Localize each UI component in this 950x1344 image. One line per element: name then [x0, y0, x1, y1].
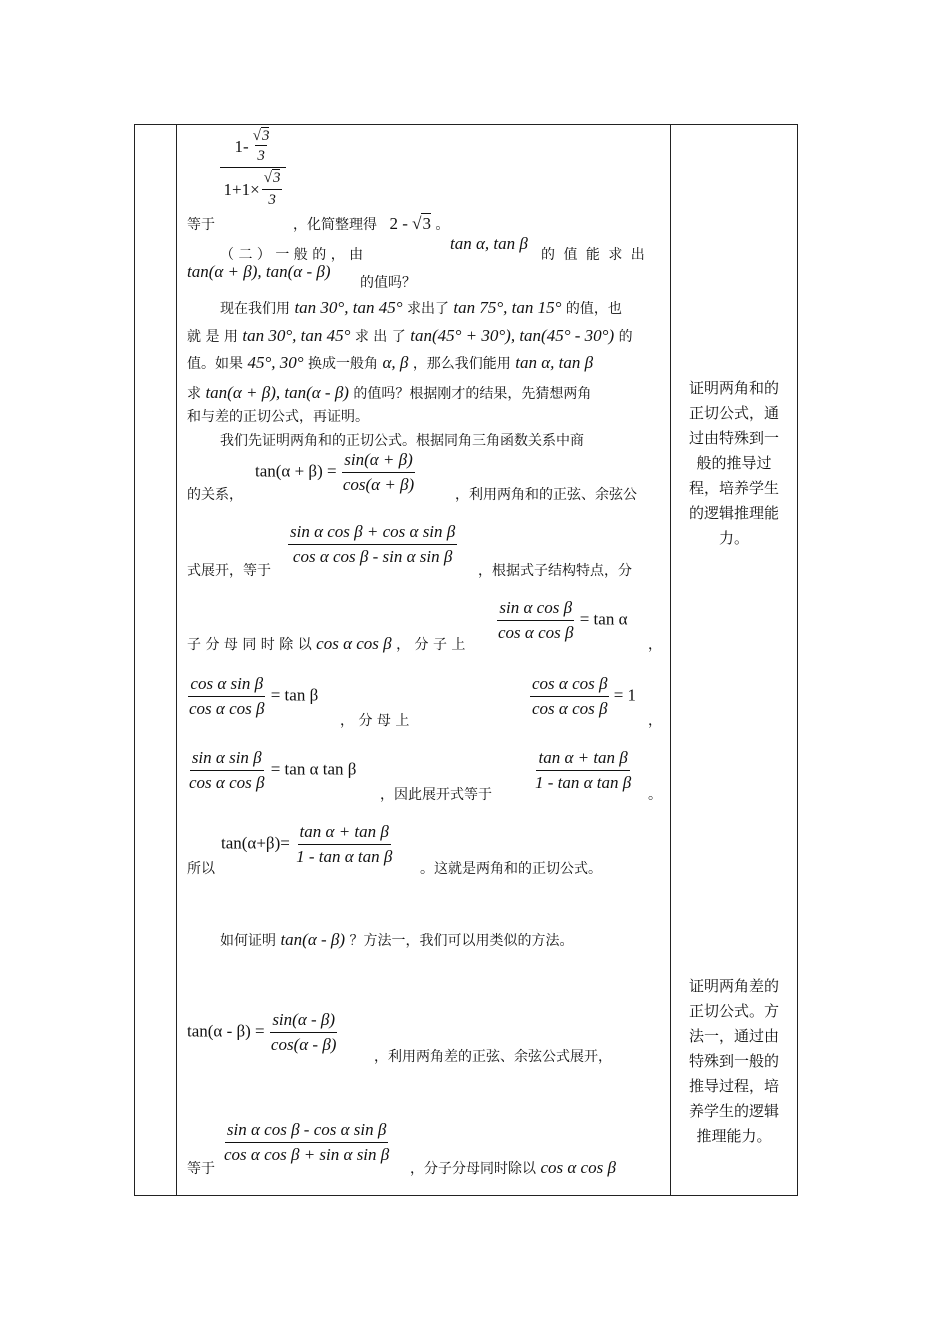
para3-line2: 就 是 用 tan 30°, tan 45° 求 出 了 tan(45° + 30°), tan(45° - 30°) 的: [187, 326, 633, 345]
table-top-border: [134, 124, 798, 125]
para2-value-q: 的值吗？: [360, 275, 416, 291]
para3-line4: 求 tan(α + β), tan(α - β) 的值吗？根据刚才的结果，先猜想两角: [187, 383, 592, 402]
para4-expand2: 式展开，等于: [187, 563, 271, 579]
para4-lead: 我们先证明两角和的正切公式。根据同角三角函数关系中商: [220, 433, 584, 449]
line-dengyu: 等于: [187, 217, 215, 233]
para4-den-up: ， 分 母 上: [340, 713, 410, 729]
fraction-5: $\frac{\text{tan α + tan β}}{\text{1 - tan α tan β}}$: [535, 748, 632, 792]
para4-divide: 子 分 母 同 时 除 以 cos α cos β ， 分 子 上: [187, 634, 466, 653]
column-divider-2: [670, 124, 671, 1196]
fraction-1: $\frac{\text{sin α cos β}}{\text{cos α cos β}}$ = tan α: [498, 598, 628, 642]
fraction-3: $\frac{\text{cos α cos β}}{\text{cos α cos β}}$ = 1: [532, 674, 637, 718]
diff-quotient: tan(α - β) = $\frac{\sin(\alpha - \beta)}{\cos(\alpha - \beta)}$: [187, 1010, 337, 1054]
para4-expand: ，利用两角和的正弦、余弦公: [455, 487, 637, 503]
para3-line5: 和与差的正切公式，再证明。: [187, 409, 369, 425]
period-1: 。: [648, 787, 662, 803]
complex-fraction: 1- $\frac{√3}{3}$ 1+1× $\frac{√3}{3}$: [220, 128, 286, 209]
table-left-border: [134, 124, 135, 1196]
para4-therefore: ，因此展开式等于: [380, 787, 492, 803]
quotient-relation: tan(α + β) = $\frac{\sin(\alpha + \beta)}{\cos(\alpha + \beta)}$: [255, 450, 415, 494]
fraction-2: $\frac{\text{cos α sin β}}{\text{cos α cos β}}$ = tan β: [189, 674, 319, 718]
para2-lead: （ 二 ） 一 般 的 ， 由: [220, 247, 364, 263]
comma-1: ，: [648, 637, 662, 653]
fraction-4: $\frac{\text{sin α sin β}}{\text{cos α cos β}}$ = tan α tan β: [189, 748, 357, 792]
note-diff-formula: 证明两角差的 正切公式。方 法一，通过由 特殊到一般的 推导过程，培 养学生的逻辑 推理能力。: [688, 977, 779, 1145]
column-divider-1: [176, 124, 177, 1196]
para5-dengyu: 等于: [187, 1161, 215, 1177]
para5-use: ，利用两角差的正弦、余弦公式展开，: [374, 1049, 612, 1065]
para5-how: 如何证明 tan(α - β) ？方法一，我们可以用类似的方法。: [220, 930, 574, 949]
diff-expanded-fraction: $\frac{\text{sin α cos β - cos α sin β}}{\text{cos α cos β + sin α sin β}}$: [224, 1120, 390, 1164]
table-bottom-border: [134, 1195, 798, 1196]
para4-final-text: 。这就是两角和的正切公式。: [420, 861, 602, 877]
para4-relation: 的关系，: [187, 487, 243, 503]
note-sum-formula: 证明两角和的 正切公式，通 过由特殊到一 般的推导过 程，培养学生 的逻辑推理能 力。: [688, 379, 779, 547]
table-right-border: [797, 124, 798, 1196]
sum-formula: tan(α+β)= $\frac{\text{tan α + tan β}}{\text{1 - tan α tan β}}$: [221, 822, 393, 866]
para2-sum-diff: tan(α + β), tan(α - β): [187, 262, 331, 281]
comma-2: ，: [648, 713, 662, 729]
line-simplify: ，化简整理得 2 - √3 。: [293, 214, 450, 233]
para2-tan-ab: tan α, tan β: [450, 234, 528, 253]
para3-line1: 现在我们用 tan 30°, tan 45° 求出了 tan 75°, tan 15° 的值，也: [220, 298, 622, 317]
para4-suoyi: 所以: [187, 861, 215, 877]
para4-struct: ，根据式子结构特点，分: [478, 563, 632, 579]
para3-line3: 值。如果 45°, 30° 换成一般角 α, β ，那么我们能用 tan α, tan β: [187, 353, 594, 372]
expanded-fraction: $\frac{\text{sin α cos β + cos α sin β}}{\text{cos α cos β - sin α sin β}}$: [290, 522, 456, 566]
para5-divide: ，分子分母同时除以 cos α cos β: [410, 1158, 616, 1177]
para2-can: 的 值 能 求 出: [541, 247, 647, 263]
